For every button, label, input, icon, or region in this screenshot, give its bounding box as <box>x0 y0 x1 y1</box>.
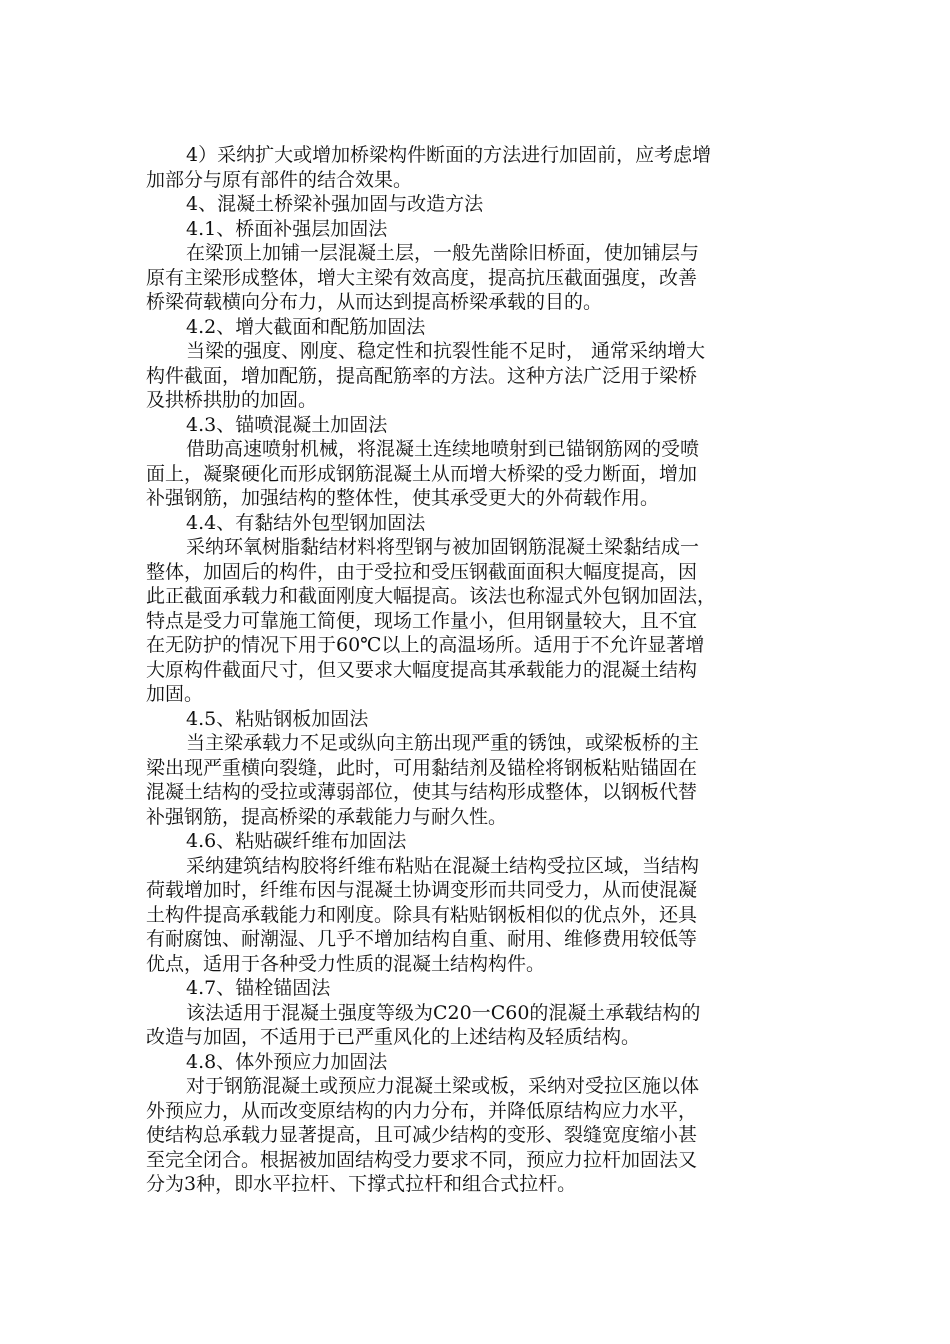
text-line: 在无防护的情况下用于60℃以上的高温场所。适用于不允许显著增 <box>146 634 705 656</box>
text-line: 改造与加固，不适用于已严重风化的上述结构及轻质结构。 <box>146 1026 641 1048</box>
text-line: 加固。 <box>146 683 204 705</box>
text-line: 加部分与原有部件的结合效果。 <box>146 168 413 191</box>
section-heading: 4.8、体外预应力加固法 <box>186 1050 388 1073</box>
text-line: 构件截面，增加配筋，提高配筋率的方法。这种方法广泛用于梁桥 <box>146 364 698 387</box>
section-heading: 4、混凝土桥梁补强加固与改造方法 <box>186 193 484 215</box>
section-heading: 4.7、锚栓锚固法 <box>186 977 331 999</box>
text-line: 面上，凝聚硬化而形成钢筋混凝土从而增大桥梁的受力断面，增加 <box>146 462 698 485</box>
text-line: 土构件提高承载能力和刚度。除具有粘贴钢板相似的优点外，还具 <box>146 903 698 926</box>
text-line: 当主梁承载力不足或纵向主筋出现严重的锈蚀，或梁板桥的主 <box>186 732 700 754</box>
text-line: 该法适用于混凝土强度等级为C20一C60的混凝土承载结构的 <box>186 1001 701 1024</box>
text-line: 在梁顶上加铺一层混凝土层，一般先凿除旧桥面，使加铺层与 <box>186 242 700 264</box>
text-line: 补强钢筋，提高桥梁的承载能力与耐久性。 <box>146 805 508 828</box>
section-heading: 4.6、粘贴碳纤维布加固法 <box>186 830 407 852</box>
text-line: 及拱桥拱肋的加固。 <box>146 389 318 411</box>
text-line: 借助高速喷射机械，将混凝土连续地喷射到已锚钢筋网的受喷 <box>186 438 700 460</box>
text-line: 特点是受力可靠施工简便，现场工作量小，但用钢量较大，且不宜 <box>146 609 698 632</box>
text-line: 荷载增加时，纤维布因与混凝土协调变形而共同受力，从而使混凝 <box>146 879 698 901</box>
section-heading: 4.1、桥面补强层加固法 <box>186 217 388 240</box>
section-heading: 4.2、增大截面和配筋加固法 <box>186 315 426 338</box>
text-line: 采纳建筑结构胶将纤维布粘贴在混凝土结构受拉区域，当结构 <box>186 854 700 877</box>
text-line: 对于钢筋混凝土或预应力混凝土梁或板，采纳对受拉区施以体 <box>186 1075 700 1097</box>
section-heading: 4.3、锚喷混凝土加固法 <box>186 413 388 436</box>
text-line: 原有主梁形成整体，增大主梁有效高度，提高抗压截面强度，改善 <box>146 266 698 289</box>
text-line: 外预应力，从而改变原结构的内力分布，并降低原结构应力水平， <box>146 1099 698 1122</box>
text-line: 整体，加固后的构件，由于受拉和受压钢截面面积大幅度提高，因 <box>146 560 698 583</box>
text-line: 使结构总承载力显著提高，且可减少结构的变形、裂缝宽度缩小甚 <box>146 1124 698 1146</box>
text-line: 补强钢筋，加强结构的整体性，使其承受更大的外荷载作用。 <box>146 487 660 509</box>
text-line: 混凝土结构的受拉或薄弱部位，使其与结构形成整体，以钢板代替 <box>146 781 698 803</box>
section-heading: 4.4、有黏结外包型钢加固法 <box>186 511 426 534</box>
text-line: 梁出现严重横向裂缝，此时，可用黏结剂及锚栓将钢板粘贴锚固在 <box>146 756 698 779</box>
text-line: 有耐腐蚀、耐潮湿、几乎不增加结构自重、耐用、维修费用较低等 <box>146 928 698 950</box>
section-heading: 4.5、粘贴钢板加固法 <box>186 707 369 730</box>
text-line: 4）采纳扩大或增加桥梁构件断面的方法进行加固前，应考虑增 <box>186 144 712 166</box>
text-line: 至完全闭合。根据被加固结构受力要求不同，预应力拉杆加固法又 <box>146 1148 698 1171</box>
text-line: 当梁的强度、刚度、稳定性和抗裂性能不足时， 通常采纳增大 <box>186 340 706 362</box>
document-page <box>146 143 806 1197</box>
text-line: 大原构件截面尺寸，但又要求大幅度提高其承载能力的混凝土结构 <box>146 658 698 681</box>
text-line: 桥梁荷载横向分布力，从而达到提高桥梁承载的目的。 <box>146 291 603 313</box>
text-line: 采纳环氧树脂黏结材料将型钢与被加固钢筋混凝土梁黏结成一 <box>186 536 700 558</box>
text-line: 此正截面承载力和截面刚度大幅提高。该法也称湿式外包钢加固法， <box>146 585 717 607</box>
text-line: 分为3种，即水平拉杆、下撑式拉杆和组合式拉杆。 <box>146 1173 577 1195</box>
text-line: 优点，适用于各种受力性质的混凝土结构构件。 <box>146 952 546 975</box>
